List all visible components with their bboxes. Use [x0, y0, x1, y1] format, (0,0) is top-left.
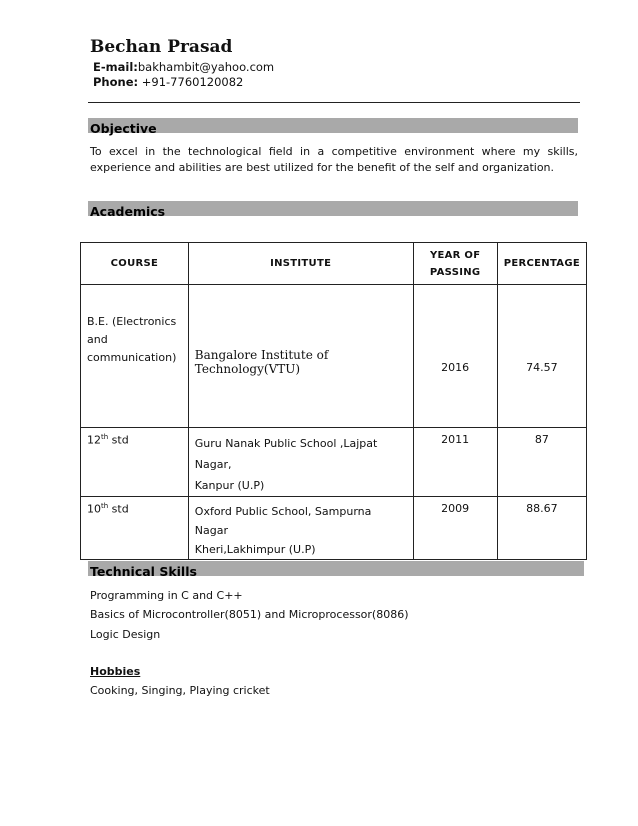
academics-table — [80, 242, 587, 560]
hobbies-text: Cooking, Singing, Playing cricket — [90, 684, 270, 697]
table-row — [81, 428, 587, 497]
objective-heading: Objective — [90, 121, 157, 136]
course-number: 10 — [87, 502, 101, 516]
col-course: COURSE — [81, 243, 189, 285]
academics-heading-bar — [88, 201, 578, 219]
course-suffix: std — [108, 433, 129, 447]
institute-cell — [188, 497, 413, 560]
phone-value: +91-7760120082 — [141, 75, 244, 89]
institute-line: Kheri,Lakhimpur (U.P) — [194, 543, 316, 556]
institute-line: Kanpur (U.P) — [194, 479, 265, 492]
hobbies-heading: Hobbies — [90, 665, 141, 678]
percentage-cell: 87 — [497, 428, 586, 497]
institute-cell — [188, 428, 413, 497]
year-cell: 2009 — [413, 497, 497, 560]
course-line: and — [87, 333, 108, 346]
percentage-cell: 74.57 — [497, 285, 586, 428]
year-cell: 2016 — [413, 285, 497, 428]
col-year-line1: YEAR OF — [429, 249, 481, 261]
email-line — [93, 60, 274, 74]
table-row — [81, 497, 587, 560]
objective-text: To excel in the technological field in a competitive environment where my skills, experience and abilities are best utilized for the benefit of the self and organization. — [90, 145, 578, 174]
skills-heading: Technical Skills — [90, 564, 197, 579]
institute-line: Oxford Public School, Sampurna Nagar — [194, 505, 372, 537]
institute-cell: Bangalore Institute of Technology(VTU) — [188, 285, 413, 428]
col-year-line2: PASSING — [429, 266, 481, 278]
institute-line: Guru Nanak Public School ,Lajpat Nagar, — [194, 437, 378, 471]
skill-item: Basics of Microcontroller(8051) and Microprocessor(8086) — [90, 608, 409, 621]
course-number: 12 — [87, 433, 101, 447]
phone-line — [93, 75, 243, 89]
course-suffix-sup: th — [101, 502, 109, 510]
course-line: communication) — [87, 351, 177, 364]
col-institute: INSTITUTE — [188, 243, 413, 285]
year-cell: 2011 — [413, 428, 497, 497]
table-header-row — [81, 243, 587, 285]
academics-heading: Academics — [90, 204, 166, 219]
course-cell — [81, 428, 189, 497]
course-suffix-sup: th — [101, 433, 109, 441]
col-year — [413, 243, 497, 285]
table-row — [81, 285, 587, 428]
email-value: bakhambit@yahoo.com — [137, 60, 275, 74]
course-cell — [81, 497, 189, 560]
course-line: B.E. (Electronics — [87, 315, 177, 328]
phone-label: Phone: — [93, 75, 139, 89]
email-label: E-mail: — [93, 60, 138, 74]
course-suffix: std — [108, 502, 129, 516]
skill-item: Logic Design — [90, 628, 161, 641]
skill-item: Programming in C and C++ — [90, 589, 243, 602]
objective-heading-bar — [88, 118, 578, 136]
col-percentage: PERCENTAGE — [497, 243, 586, 285]
candidate-name: Bechan Prasad — [90, 37, 233, 57]
skills-heading-bar — [88, 561, 584, 579]
percentage-cell: 88.67 — [497, 497, 586, 560]
header-divider — [88, 102, 580, 103]
course-cell — [81, 285, 189, 428]
